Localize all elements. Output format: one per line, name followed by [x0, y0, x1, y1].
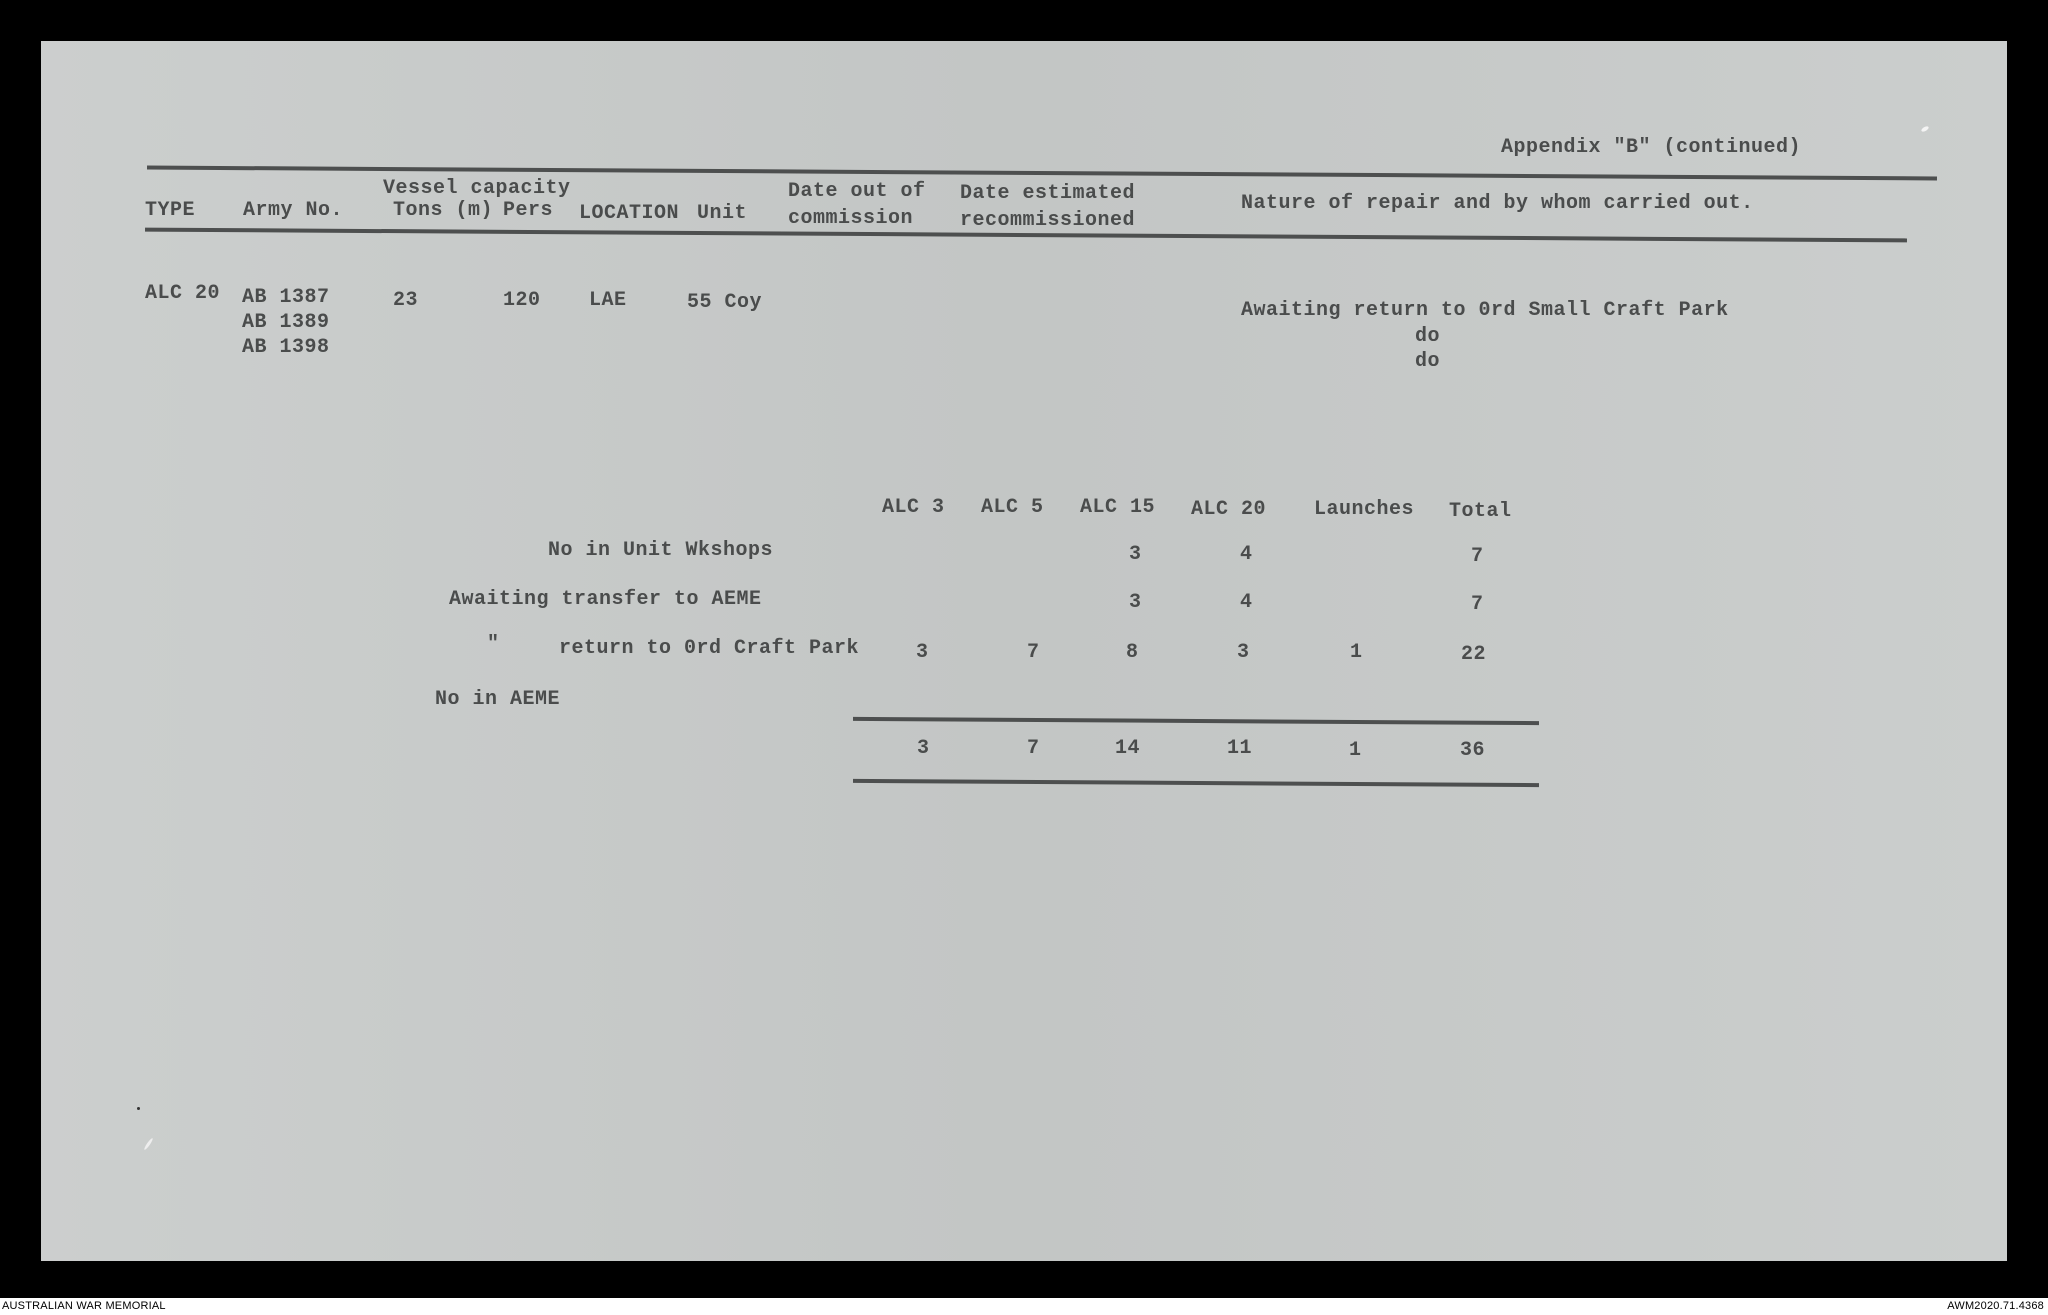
summary-col-alc5: ALC 5	[981, 496, 1044, 519]
summary-cell: 4	[1240, 543, 1253, 566]
header-pers: Pers	[503, 199, 554, 222]
totals-cell: 1	[1349, 739, 1362, 762]
totals-bottom-rule	[853, 779, 1539, 787]
summary-row-label: No in Unit Wkshops	[548, 539, 774, 562]
summary-cell: 7	[1027, 641, 1040, 664]
footer-accession: AWM2020.71.4368	[1947, 1300, 2044, 1312]
paper-speck	[143, 1137, 153, 1150]
header-date-out-2: commission	[788, 207, 914, 230]
summary-col-alc15: ALC 15	[1080, 496, 1156, 519]
entry-army-no-1: AB 1387	[242, 286, 330, 309]
appendix-title: Appendix "B" (continued)	[1501, 136, 1802, 159]
summary-cell: 3	[1129, 543, 1142, 566]
header-date-est-1: Date estimated	[960, 182, 1136, 205]
totals-cell: 14	[1115, 737, 1141, 760]
summary-cell: 3	[1129, 591, 1142, 614]
summary-cell: 3	[1237, 641, 1250, 664]
footer-source: AUSTRALIAN WAR MEMORIAL	[2, 1300, 166, 1312]
summary-col-alc20: ALC 20	[1191, 498, 1267, 521]
header-type: TYPE	[145, 199, 196, 222]
summary-cell: 7	[1471, 593, 1484, 616]
header-nature: Nature of repair and by whom carried out.	[1241, 192, 1754, 215]
no-in-aeme-label: No in AEME	[435, 688, 561, 711]
summary-row-label: Awaiting transfer to AEME	[449, 588, 762, 611]
header-tons-m: Tons (m)	[393, 199, 494, 222]
header-unit: Unit	[697, 202, 748, 225]
summary-col-alc3: ALC 3	[882, 496, 945, 519]
entry-unit: 55 Coy	[687, 291, 763, 314]
header-army-no: Army No.	[243, 199, 344, 222]
summary-cell: 22	[1461, 643, 1487, 666]
totals-cell: 11	[1227, 737, 1253, 760]
entry-pers: 120	[503, 289, 541, 312]
summary-cell: 3	[916, 641, 929, 664]
summary-cell: 8	[1126, 641, 1139, 664]
summary-cell: 1	[1350, 641, 1363, 664]
entry-nature-1: Awaiting return to 0rd Small Craft Park	[1241, 299, 1729, 322]
paper-speck	[137, 1107, 140, 1110]
summary-row-label: return to 0rd Craft Park	[559, 637, 860, 660]
entry-location: LAE	[589, 289, 627, 312]
summary-cell: 7	[1471, 545, 1484, 568]
archive-footer	[0, 1298, 2048, 1315]
entry-nature-2: do	[1415, 325, 1441, 348]
header-date-out-1: Date out of	[788, 180, 926, 203]
totals-cell: 36	[1460, 739, 1486, 762]
header-vessel-capacity: Vessel capacity	[383, 177, 571, 200]
summary-col-launches: Launches	[1314, 498, 1415, 521]
totals-cell: 7	[1027, 737, 1040, 760]
header-location: LOCATION	[579, 202, 680, 225]
summary-col-total: Total	[1449, 500, 1512, 523]
totals-top-rule	[853, 717, 1539, 725]
summary-row-ditto: "	[487, 633, 500, 656]
entry-army-no-3: AB 1398	[242, 336, 330, 359]
paper-mark	[1921, 125, 1930, 132]
header-date-est-2: recommissioned	[960, 209, 1136, 232]
entry-tons: 23	[393, 289, 419, 312]
totals-cell: 3	[917, 737, 930, 760]
summary-cell: 4	[1240, 591, 1253, 614]
document-page	[41, 41, 2007, 1261]
entry-type: ALC 20	[145, 282, 221, 305]
entry-nature-3: do	[1415, 350, 1441, 373]
entry-army-no-2: AB 1389	[242, 311, 330, 334]
